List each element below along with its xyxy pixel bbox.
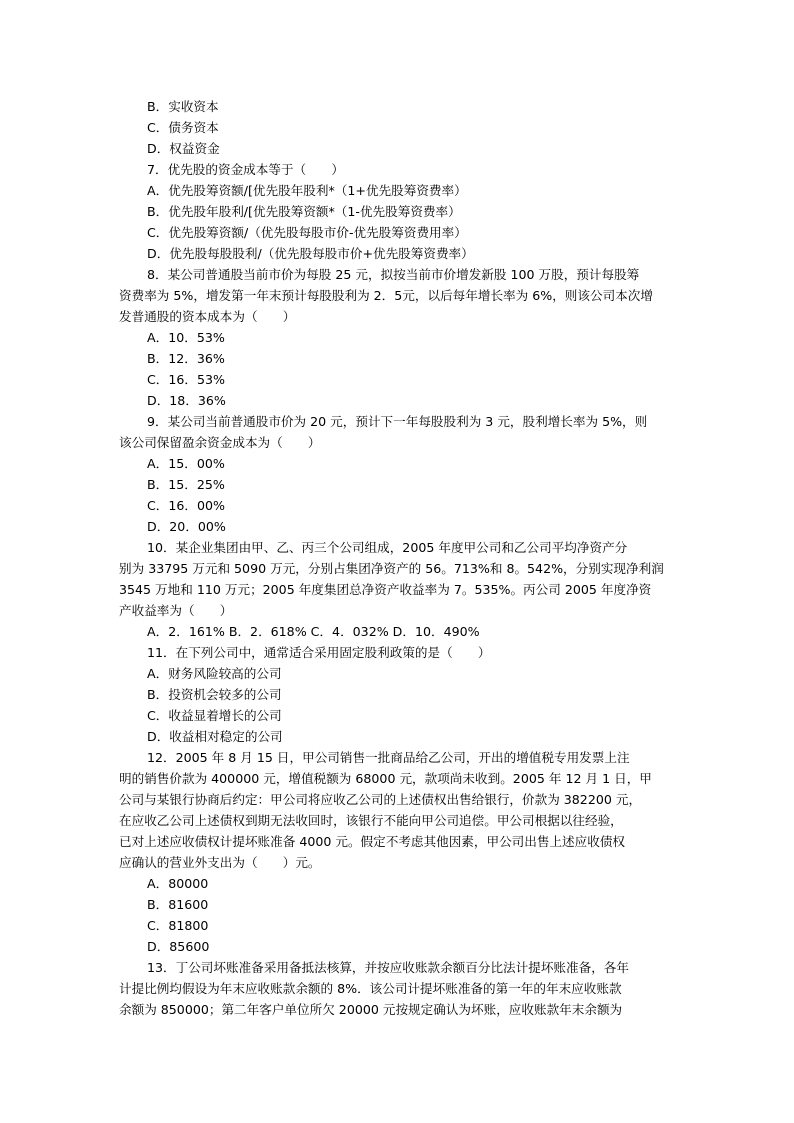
q7-option-a: A．优先股筹资额/[优先股年股利*（1+优先股筹资费率） <box>147 183 467 198</box>
question-10-line-2: 别为 33795 万元和 5090 万元，分别占集团净资产的 56。713%和 8。542%，分别实现净利润 <box>119 561 664 576</box>
q11-option-d: D．收益相对稳定的公司 <box>147 729 283 744</box>
question-12-line-5: 已对上述应收债权计提坏账准备 4000 元。假定不考虑其他因素，甲公司出售上述应收债权 <box>119 834 626 849</box>
q11-option-c: C．收益显着增长的公司 <box>147 708 282 723</box>
question-13-line-1: 13．丁公司坏账准备采用备抵法核算，并按应收账款余额百分比法计提坏账准备，各年 <box>147 960 629 975</box>
q9-option-d: D．20．00% <box>147 519 226 534</box>
question-9-line-1: 9．某公司当前普通股市价为 20 元，预计下一年每股股利为 3 元，股利增长率为 5%，则 <box>147 414 648 429</box>
question-11: 11．在下列公司中，通常适合采用固定股利政策的是（ ） <box>147 645 491 660</box>
q11-option-b: B．投资机会较多的公司 <box>147 687 282 702</box>
q8-option-a: A．10．53% <box>147 330 225 345</box>
q8-option-c: C．16．53% <box>147 372 225 387</box>
q7-option-c: C．优先股筹资额/（优先股每股市价-优先股筹资费用率） <box>147 225 467 240</box>
question-13-line-3: 余额为 850000；第二年客户单位所欠 20000 元按规定确认为坏账，应收账款年末余额为 <box>119 1002 623 1017</box>
q9-option-a: A．15．00% <box>147 456 225 471</box>
question-10-line-4: 产收益率为（ ） <box>119 603 233 618</box>
question-12-line-4: 在应收乙公司上述债权到期无法收回时，该银行不能向甲公司追偿。甲公司根据以往经验， <box>119 813 623 828</box>
q11-option-a: A．财务风险较高的公司 <box>147 666 282 681</box>
q7-option-d: D．优先股每股股利/（优先股每股市价+优先股筹资费率） <box>147 246 474 261</box>
question-8-line-2: 资费率为 5%，增发第一年末预计每股股利为 2．5元，以后每年增长率为 6%，则该公司本次增 <box>119 288 653 303</box>
q7-option-b: B．优先股年股利/[优先股筹资额*（1-优先股筹资费率） <box>147 204 461 219</box>
question-12-line-6: 应确认的营业外支出为（ ）元。 <box>119 855 321 870</box>
option-b-paid-in-capital: B．实收资本 <box>147 99 219 114</box>
question-10-line-1: 10．某企业集团由甲、乙、丙三个公司组成，2005 年度甲公司和乙公司平均净资产分 <box>147 540 628 555</box>
question-12-line-2: 明的销售价款为 400000 元，增值税额为 68000 元，款项尚未收到。2005 年 12 月 1 日，甲 <box>119 771 652 786</box>
option-d-equity-capital: D．权益资金 <box>147 141 220 156</box>
q12-option-b: B．81600 <box>147 897 209 912</box>
q8-option-d: D．18．36% <box>147 393 226 408</box>
question-8-line-3: 发普通股的资本成本为（ ） <box>119 309 296 324</box>
q8-option-b: B．12．36% <box>147 351 225 366</box>
question-13-line-2: 计提比例均假设为年末应收账款余额的 8%．该公司计提坏账准备的第一年的年末应收账款 <box>119 981 622 996</box>
q10-options: A．2．161% B．2．618% C．4．032% D．10．490% <box>147 624 480 639</box>
q12-option-c: C．81800 <box>147 918 209 933</box>
q9-option-c: C．16．00% <box>147 498 225 513</box>
q12-option-d: D．85600 <box>147 939 210 954</box>
question-7: 7．优先股的资金成本等于（ ） <box>147 162 344 177</box>
q9-option-b: B．15．25% <box>147 477 225 492</box>
q12-option-a: A．80000 <box>147 876 209 891</box>
option-c-debt-capital: C．债务资本 <box>147 120 219 135</box>
question-12-line-3: 公司与某银行协商后约定：甲公司将应收乙公司的上述债权出售给银行，价款为 382200 元， <box>119 792 642 807</box>
question-8-line-1: 8．某公司普通股当前市价为每股 25 元，拟按当前市价增发新股 100 万股，预计每股筹 <box>147 267 640 282</box>
question-12-line-1: 12．2005 年 8 月 15 日，甲公司销售一批商品给乙公司，开出的增值税专用发票上注 <box>147 750 630 765</box>
question-10-line-3: 3545 万地和 110 万元；2005 年度集团总净资产收益率为 7。535%。丙公司 2005 年度净资 <box>119 582 652 597</box>
question-9-line-2: 该公司保留盈余资金成本为（ ） <box>119 435 321 450</box>
